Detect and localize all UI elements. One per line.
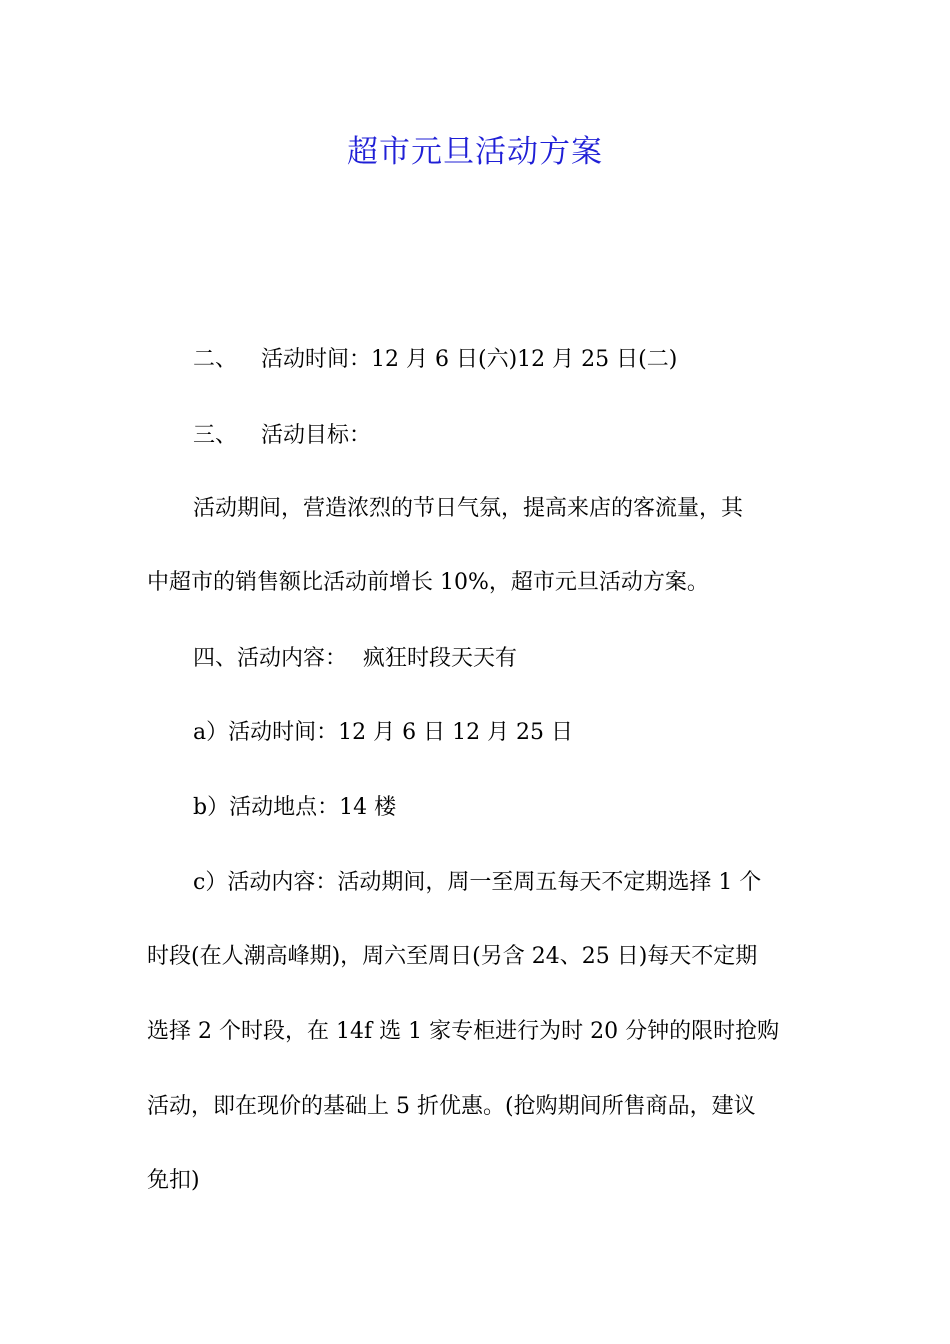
section-3-number: 三、: [193, 423, 238, 448]
item-a-line: a）活动时间：12 月 6 日 12 月 25 日: [193, 720, 574, 745]
goal-paragraph-line-1: 活动期间，营造浓烈的节日气氛，提高来店的客流量，其: [193, 496, 744, 521]
goal-paragraph-line-2: 中超市的销售额比活动前增长 10%，超市元旦活动方案。: [147, 570, 709, 595]
section-3-line: [193, 421, 371, 451]
section-4-subheading: 疯狂时段天天有: [363, 646, 518, 671]
section-2-number: 二、: [193, 347, 238, 372]
item-c-line-1: c）活动内容：活动期间，周一至周五每天不定期选择 1 个: [193, 870, 762, 895]
item-c-line-2: 时段(在人潮高峰期)，周六至周日(另含 24、25 日)每天不定期: [147, 944, 758, 969]
section-4-heading: 四、活动内容：: [193, 646, 348, 671]
document-title: 超市元旦活动方案: [347, 134, 603, 170]
section-2-line: [193, 345, 677, 375]
item-c-line-4: 活动，即在现价的基础上 5 折优惠。(抢购期间所售商品，建议: [147, 1094, 756, 1119]
section-4-line: [193, 644, 517, 674]
section-2-text: 活动时间：12 月 6 日(六)12 月 25 日(二): [261, 347, 678, 372]
item-c-line-5: 免扣): [147, 1168, 200, 1193]
item-b-line: b）活动地点：14 楼: [193, 795, 397, 820]
item-c-line-3: 选择 2 个时段，在 14f 选 1 家专柜进行为时 20 分钟的限时抢购: [147, 1019, 780, 1044]
section-3-text: 活动目标：: [261, 423, 372, 448]
